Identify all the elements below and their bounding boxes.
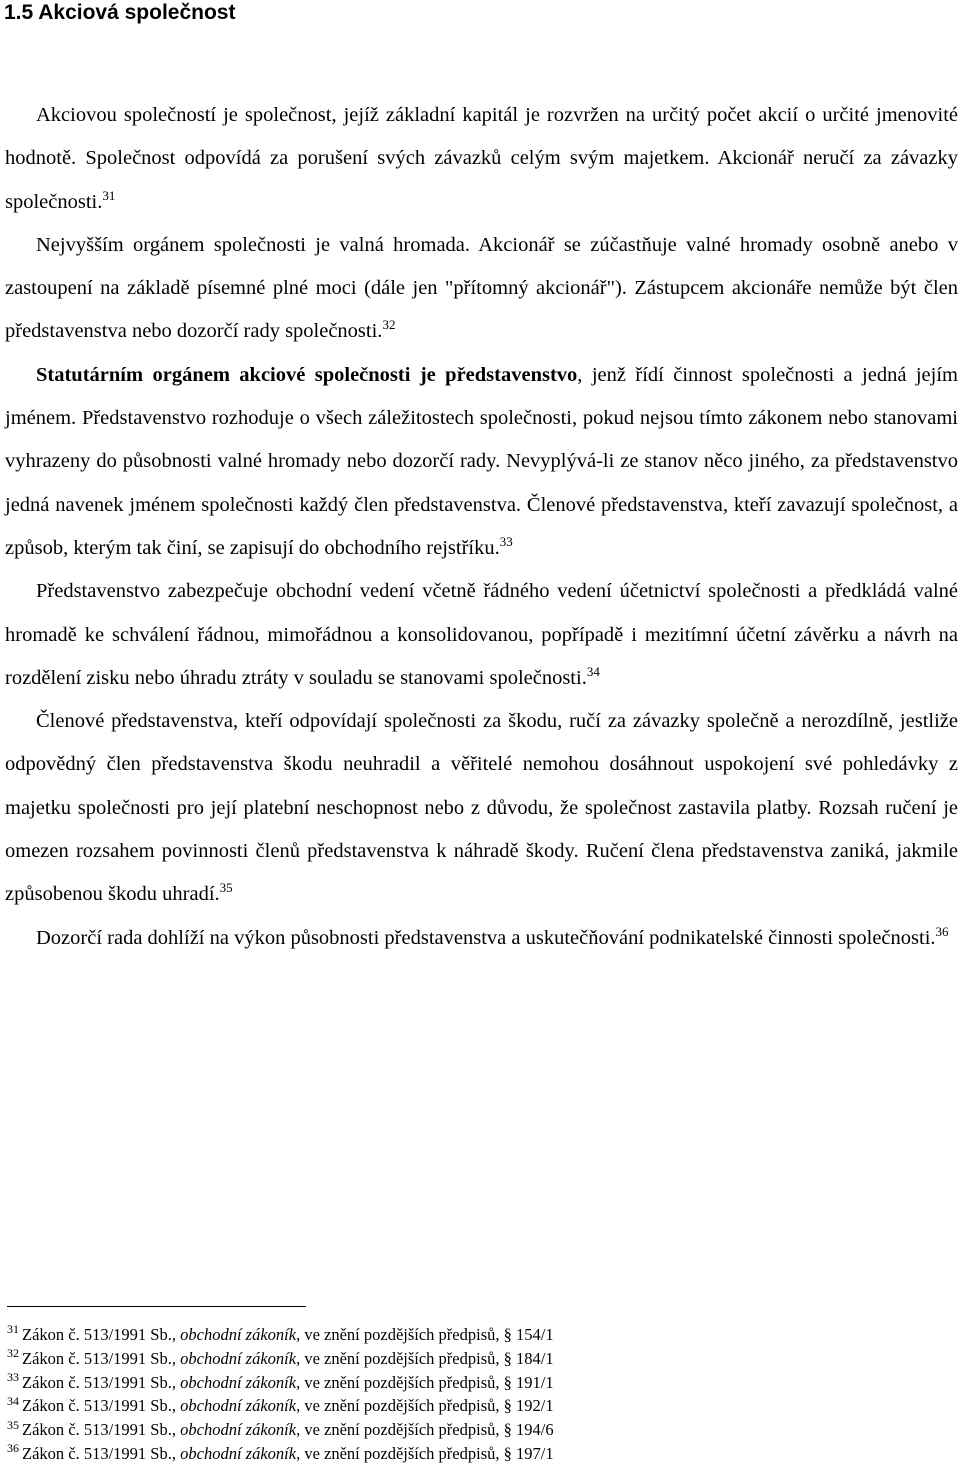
paragraph: [5, 917, 958, 960]
footnote-source: Zákon č. 513/1991 Sb.,: [22, 1396, 181, 1416]
footnote-reference: 32: [382, 317, 396, 333]
footnote: [7, 1442, 767, 1466]
footnote-number: 33: [7, 1370, 19, 1384]
footnote-source: Zákon č. 513/1991 Sb.,: [22, 1325, 181, 1344]
footnote-number: 36: [7, 1441, 19, 1456]
section-heading: 1.5 Akciová společnost: [4, 1, 236, 24]
footnote-section: , ve znění pozdějších předpisů, § 184/1: [296, 1348, 554, 1368]
footnote-section: , ve znění pozdějších předpisů, § 191/1: [296, 1372, 554, 1392]
paragraph-text: , jenž řídí činnost společnosti a jedná jejím jménem. Představenstvo rozhoduje o všech záležitostech společnosti, pokud nejsou tímto zákonem nebo stanovami vyhrazeny do působnosti valné hromady nebo dozorčí rady. Nevyplývá-li ze stanov něco jiného, za představenstvo jedná navenek jménem společnosti každý člen představenstva. Členové představenstva, kteří zavazují společnost, a způsob, kterým tak činí, se zapisují do obchodního rejstříku.: [5, 363, 958, 559]
footnote-number: 34: [7, 1393, 19, 1408]
footnote-law-title: obchodní zákoník: [180, 1348, 297, 1368]
footnote-number: 32: [7, 1346, 19, 1361]
footnote-section: , ve znění pozdějších předpisů, § 197/1: [296, 1443, 554, 1463]
footnote-reference: 35: [219, 880, 233, 896]
footnote-reference: 36: [935, 923, 949, 939]
paragraph-text: Členové představenstva, kteří odpovídají společnosti za škodu, ručí za závazky společně a nerozdílně, jestliže odpovědný člen představenstva škodu neuhradil a věřitelé nemohou dosáhnout uspokojení své pohledávky z majetku společnosti pro její platební neschopnost nebo z důvodu, že společnost zastavila platby. Rozsah ručení je omezen rozsahem povinnosti členů představenstva k náhradě škody. Ručení člena představenstva zaniká, jakmile způsobenou škodu uhradí.: [5, 710, 958, 906]
paragraph: [5, 94, 958, 224]
footnote-law-title: obchodní zákoník: [180, 1396, 297, 1416]
footnote-law-title: obchodní zákoník: [180, 1443, 297, 1463]
paragraph-text: Představenstvo zabezpečuje obchodní vedení včetně řádného vedení účetnictví společnosti a předkládá valné hromadě ke schválení řádnou, mimořádnou a konsolidovanou, popřípadě i mezitímní účetní závěrku a návrh na rozdělení zisku nebo úhradu ztráty v souladu se stanovami společnosti.: [5, 580, 958, 689]
footnote-number: 31: [7, 1322, 19, 1337]
paragraph: [5, 354, 958, 570]
paragraph: [5, 570, 958, 700]
footnote: [7, 1418, 767, 1442]
footnotes: [7, 1323, 767, 1466]
footnote-source: Zákon č. 513/1991 Sb.,: [22, 1372, 181, 1392]
footnote-source: Zákon č. 513/1991 Sb.,: [22, 1420, 181, 1440]
body-text: [5, 94, 958, 960]
footnote-source: Zákon č. 513/1991 Sb.,: [22, 1348, 181, 1368]
footnote-section: , ve znění pozdějších předpisů, § 194/6: [296, 1420, 554, 1440]
paragraph-text: Akciovou společností je společnost, jejíž základní kapitál je rozvržen na určitý počet akcií o určité jmenovité hodnotě. Společnost odpovídá za porušení svých závazků celým svým majetkem. Akcionář neručí za závazky společnosti.: [5, 104, 958, 213]
footnote-source: Zákon č. 513/1991 Sb.,: [22, 1443, 181, 1463]
footnote-law-title: obchodní zákoník: [180, 1325, 297, 1344]
footnote: [7, 1371, 767, 1395]
bold-text: Statutárním orgánem akciové společnosti je představenstvo: [36, 363, 578, 386]
footnote-section: , ve znění pozdějších předpisů, § 154/1: [296, 1325, 554, 1344]
footnote-reference: 33: [499, 534, 513, 550]
footnote-separator: [7, 1306, 306, 1307]
footnote-reference: 31: [102, 187, 116, 203]
paragraph: [5, 224, 958, 354]
paragraph-text: Dozorčí rada dohlíží na výkon působnosti představenstva a uskutečňování podnikatelské činnosti společnosti.: [36, 926, 936, 949]
footnote-reference: 34: [586, 664, 600, 680]
footnote: [7, 1347, 767, 1371]
footnote: [7, 1323, 767, 1347]
footnote: [7, 1394, 767, 1418]
footnote-law-title: obchodní zákoník: [180, 1372, 297, 1392]
paragraph-text: Nejvyšším orgánem společnosti je valná hromada. Akcionář se zúčastňuje valné hromady osobně anebo v zastoupení na základě písemné plné moci (dále jen "přítomný akcionář"). Zástupcem akcionáře nemůže být člen představenstva nebo dozorčí rady společnosti.: [5, 233, 958, 343]
footnote-number: 35: [7, 1417, 19, 1432]
footnote-law-title: obchodní zákoník: [180, 1420, 297, 1440]
paragraph: [5, 700, 958, 916]
footnote-section: , ve znění pozdějších předpisů, § 192/1: [296, 1396, 554, 1416]
